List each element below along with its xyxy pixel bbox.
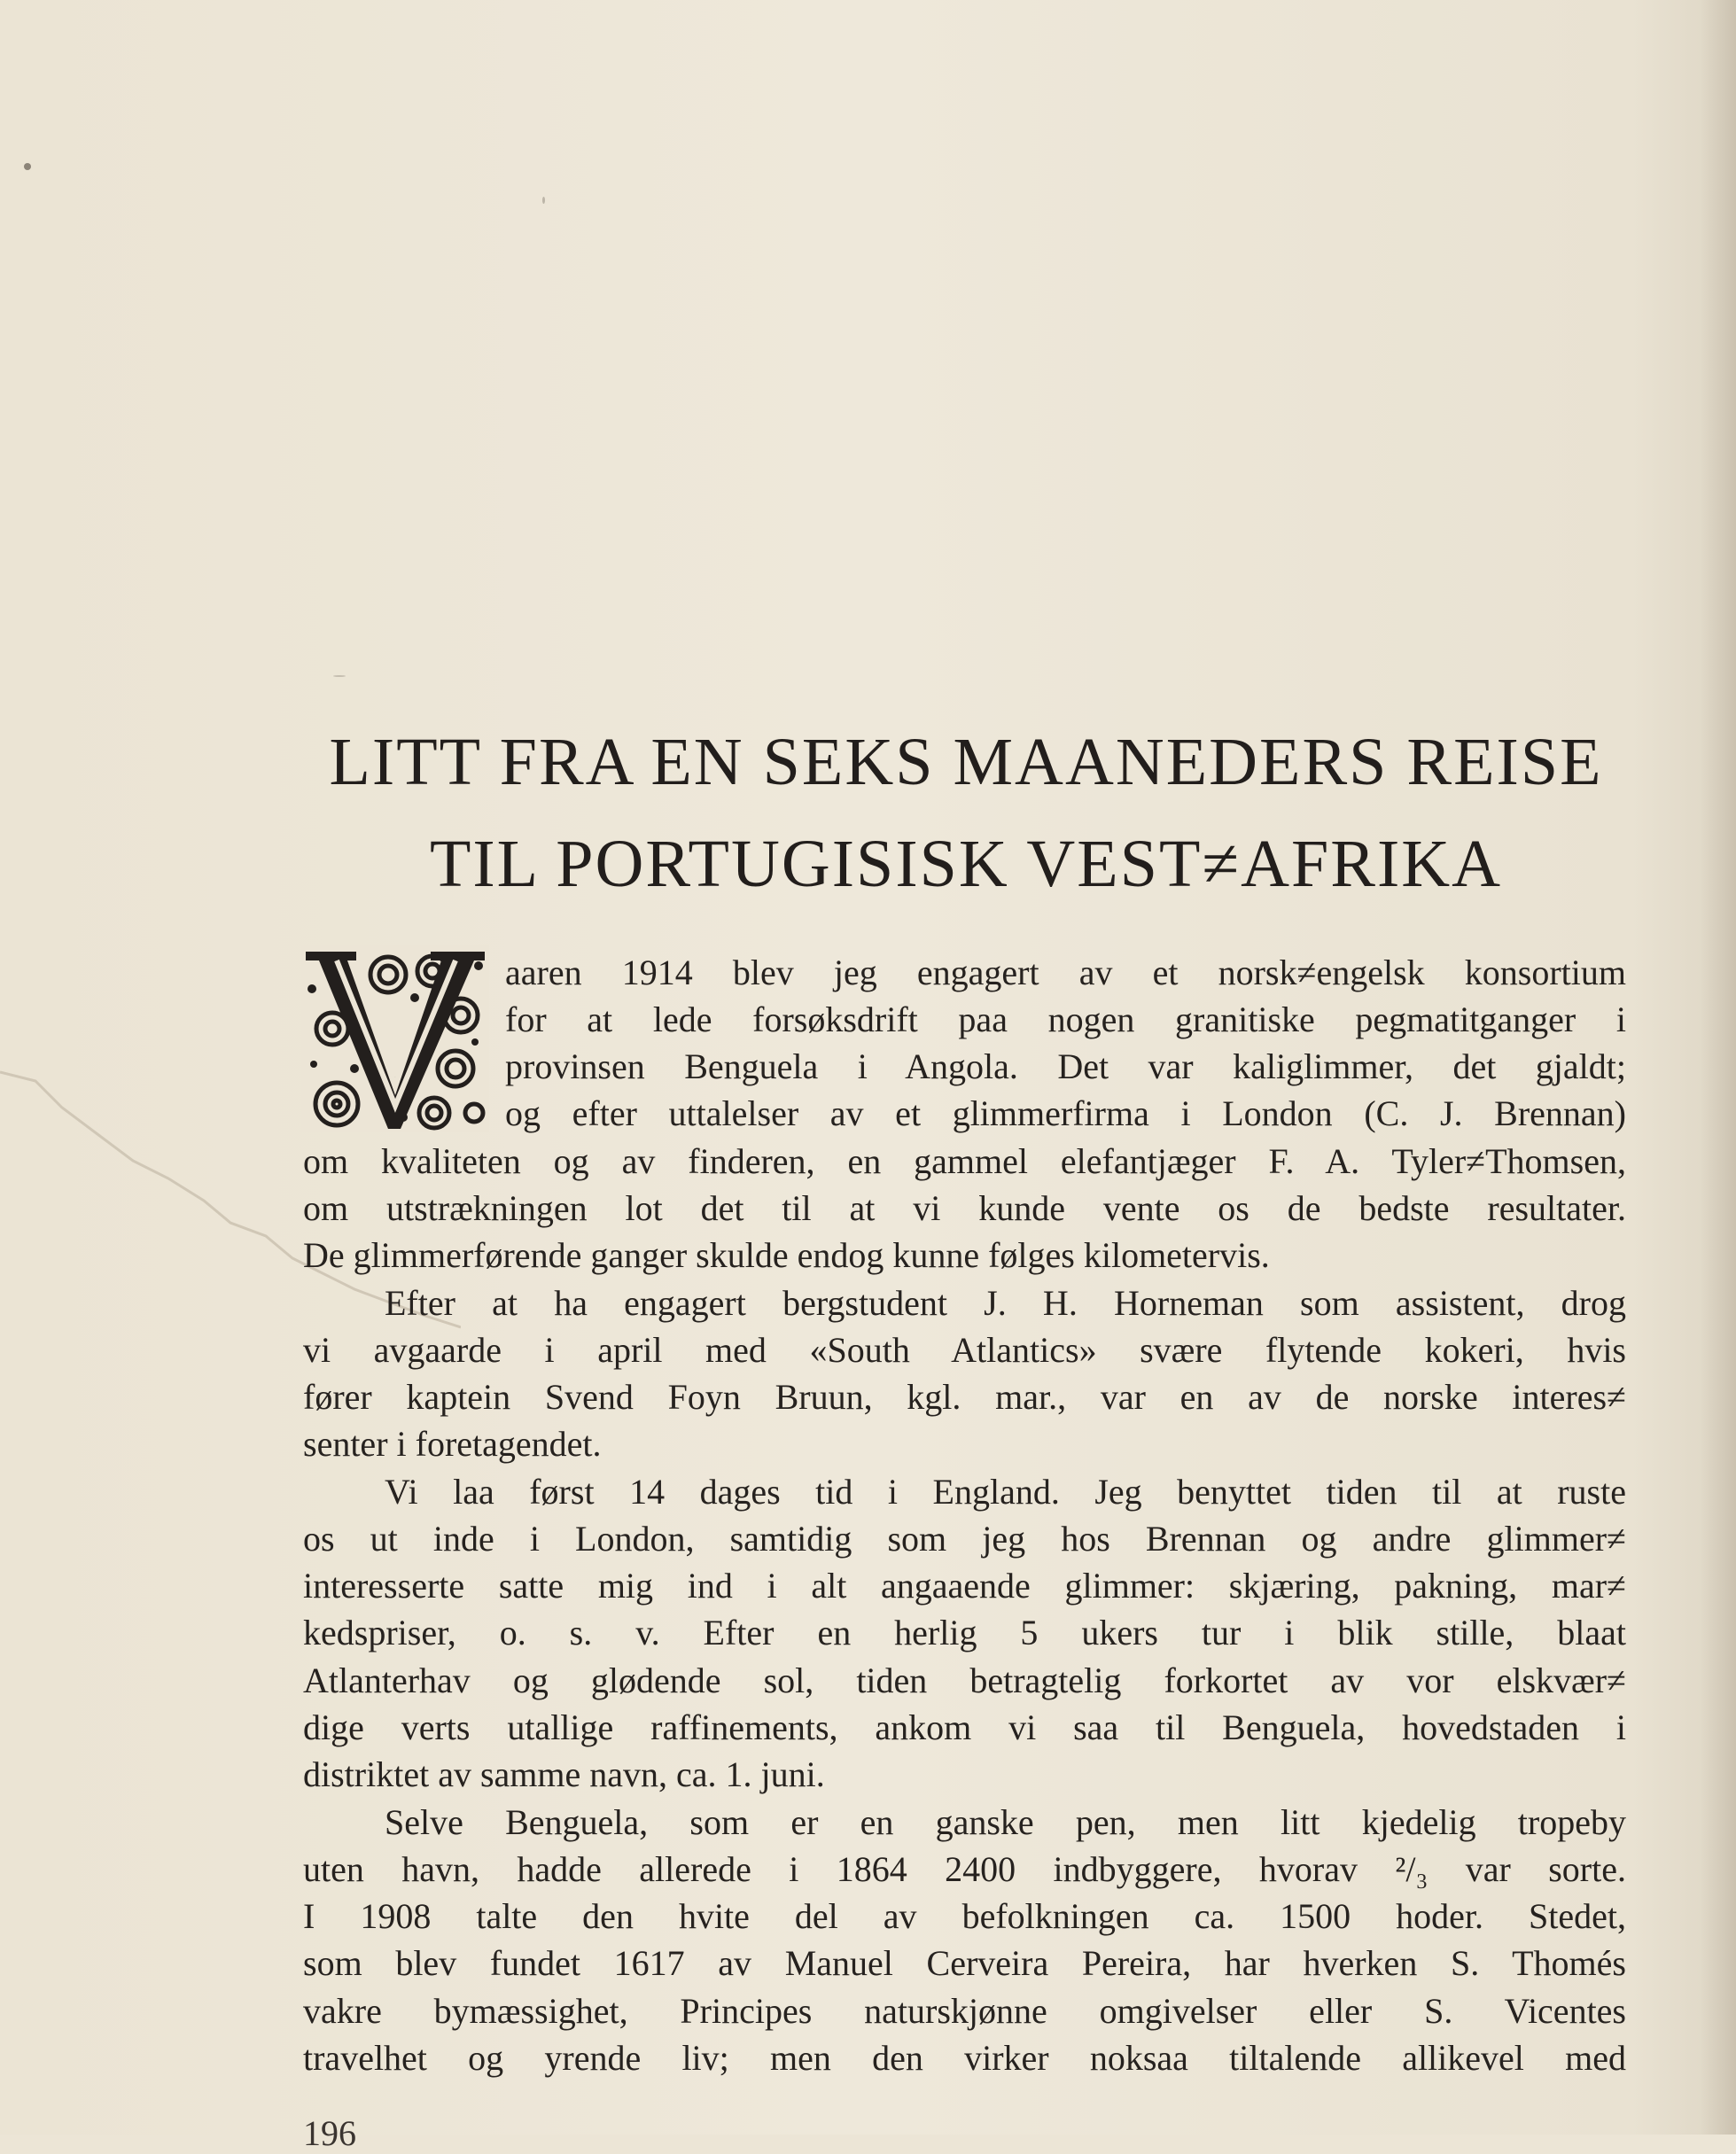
text-line: kedspriser, o. s. v. Efter en herlig 5 ukers tur i blik stille, blaat (303, 1613, 1626, 1652)
text-line: og efter uttalelser av et glimmerfirma i London (C. J. Brennan) (505, 1093, 1626, 1133)
title-line-1: LITT FRA EN SEKS MAANEDERS REISE (329, 725, 1603, 799)
text-line: uten havn, hadde allerede i 1864 2400 indbyggere, hvorav ²/₃ var sorte. (303, 1849, 1626, 1889)
text-line: provinsen Benguela i Angola. Det var kaliglimmer, det gjaldt; (505, 1046, 1626, 1086)
text-line: for at lede forsøksdrift paa nogen granitiske pegmatitganger i (505, 999, 1626, 1039)
text-line: interesserte satte mig ind i alt angaaende glimmer: skjæring, pakning, mar≠ (303, 1566, 1626, 1606)
text-line: dige verts utallige raffinements, ankom vi saa til Benguela, hovedstaden i (303, 1707, 1626, 1747)
text-line: aaren 1914 blev jeg engagert av et norsk≠engelsk konsortium (505, 953, 1626, 992)
text-line: om kvaliteten og av finderen, en gammel elefantjæger F. A. Tyler≠Thomsen, (303, 1141, 1626, 1181)
text-line: distriktet av samme navn, ca. 1. juni. (303, 1754, 825, 1794)
ink-speck (542, 197, 545, 204)
text-line: senter i foretagendet. (303, 1424, 602, 1464)
text-line: vi avgaarde i april med «South Atlantics» svære flytende kokeri, hvis (303, 1330, 1626, 1370)
text-line: Selve Benguela, som er en ganske pen, men litt kjedelig tropeby (385, 1802, 1626, 1842)
text-line: Atlanterhav og glødende sol, tiden betragtelig forkortet av vor elskvær≠ (303, 1660, 1626, 1700)
title-line-2: TIL PORTUGISISK VEST≠AFRIKA (429, 827, 1503, 901)
text-line: om utstrækningen lot det til at vi kunde vente os de bedste resultater. (303, 1188, 1626, 1228)
text-line: travelhet og yrende liv; men den virker noksaa tiltalende allikevel med (303, 2038, 1626, 2078)
text-line: fører kaptein Svend Foyn Bruun, kgl. mar., var en av de norske interes≠ (303, 1377, 1626, 1417)
page-number: 196 (303, 2113, 356, 2153)
text-line: Efter at ha engagert bergstudent J. H. Horneman som assistent, drog (385, 1283, 1626, 1323)
text-line: os ut inde i London, samtidig som jeg hos Brennan og andre glimmer≠ (303, 1519, 1626, 1559)
text-line: som blev fundet 1617 av Manuel Cerveira Pereira, har hverken S. Thomés (303, 1943, 1626, 1983)
ink-speck (333, 675, 346, 677)
ink-speck (24, 163, 31, 170)
page-edge-shadow (1701, 0, 1736, 2135)
text-line: De glimmerførende ganger skulde endog kunne følges kilometervis. (303, 1235, 1270, 1275)
drop-cap-letter: V (394, 1077, 396, 1078)
ornamental-drop-cap (301, 945, 489, 1132)
text-line: I 1908 talte den hvite del av befolkningen ca. 1500 hoder. Stedet, (303, 1896, 1626, 1936)
text-line: Vi laa først 14 dages tid i England. Jeg benyttet tiden til at ruste (385, 1472, 1626, 1512)
text-line: vakre bymæssighet, Principes naturskjønne omgivelser eller S. Vicentes (303, 1991, 1626, 2031)
